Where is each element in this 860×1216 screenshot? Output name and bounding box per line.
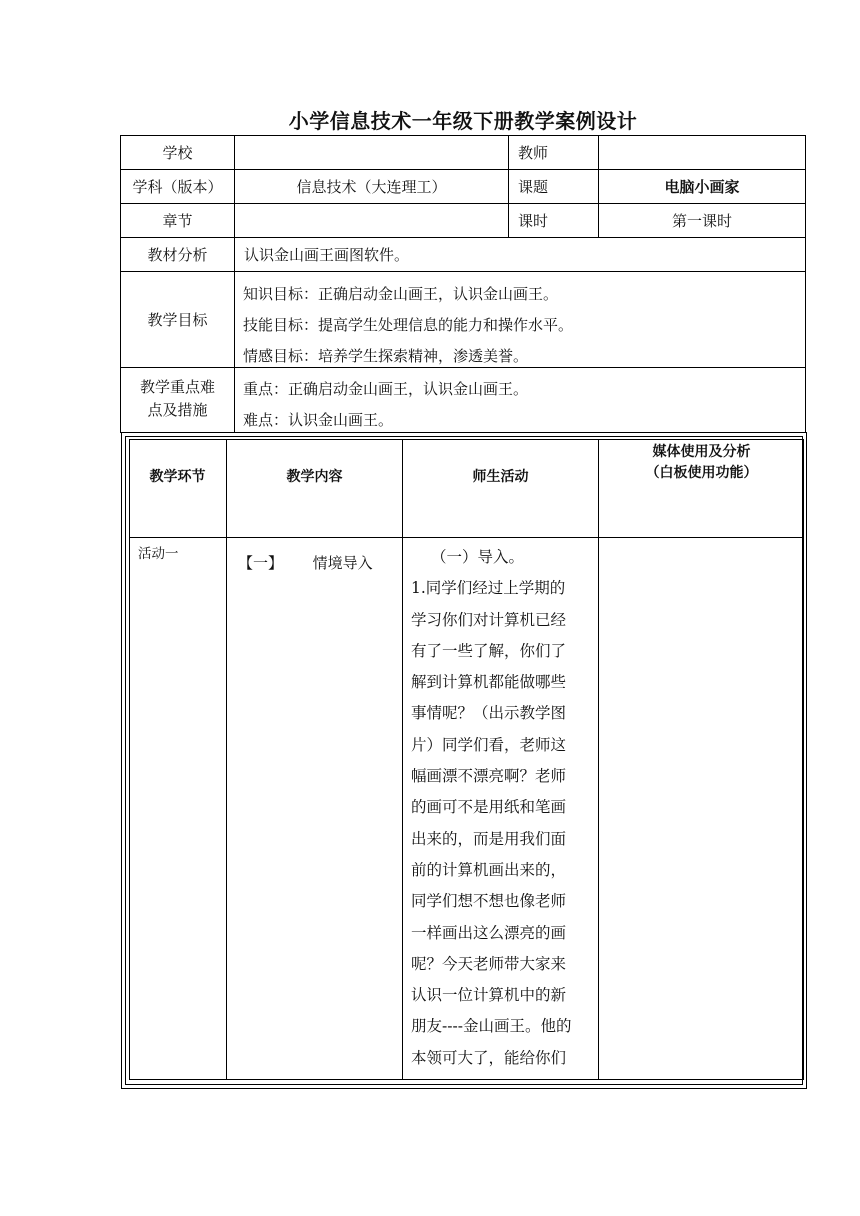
header-line <box>129 537 804 538</box>
period-label: 课时 <box>508 203 599 238</box>
col-line-1 <box>226 439 227 1080</box>
keypoint-difficult: 难点：认识金山画王。 <box>243 411 394 429</box>
keypoint-important: 重点：正确启动金山画王，认识金山画王。 <box>243 380 529 398</box>
header-media <box>599 442 804 484</box>
chapter-label: 章节 <box>120 203 235 238</box>
keypoints-label-line-1: 教学重点难 <box>139 378 215 396</box>
objective-emotion: 情感目标：培养学生探索精神，渗透美誉。 <box>243 347 529 365</box>
activity-line: 同学们想不想也像老师 <box>411 892 567 911</box>
row-content-bracket: 【一】 <box>238 554 284 572</box>
activity-line: 一样画出这么漂亮的画 <box>411 923 567 942</box>
activity-line: 幅画漂不漂亮啊？老师 <box>411 767 567 786</box>
objectives-label: 教学目标 <box>120 271 235 368</box>
teacher-label: 教师 <box>508 135 599 170</box>
row-content-text: 情境导入 <box>312 554 373 572</box>
header-activity: 师生活动 <box>472 469 529 485</box>
header-content: 教学内容 <box>286 469 343 485</box>
activity-line: 片）同学们看，老师这 <box>411 735 567 754</box>
activity-line: 解到计算机都能做哪些 <box>411 673 567 692</box>
school-value <box>234 135 509 170</box>
keypoints-label <box>120 376 235 422</box>
keypoints-label-line-2: 点及措施 <box>147 401 208 419</box>
activity-line: 呢？今天老师带大家来 <box>411 954 567 973</box>
activity-line: 朋友----金山画王。他的 <box>411 1017 572 1036</box>
col-line-2 <box>402 439 403 1080</box>
activity-line: 的画可不是用纸和笔画 <box>411 798 567 817</box>
school-label: 学校 <box>120 135 235 170</box>
chapter-value <box>234 203 509 238</box>
subject-value: 信息技术（大连理工） <box>234 169 509 204</box>
activity-line: （一）导入。 <box>431 548 525 566</box>
activity-line: 事情呢？（出示教学图 <box>411 704 567 723</box>
activity-line: 学习你们对计算机已经 <box>411 610 567 629</box>
analysis-label: 教材分析 <box>120 237 235 272</box>
header-media-line-2: （白板使用功能） <box>645 465 758 481</box>
row-stage: 活动一 <box>138 546 179 562</box>
page-title: 小学信息技术一年级下册教学案例设计 <box>288 109 638 133</box>
activity-line: 认识一位计算机中的新 <box>411 986 567 1005</box>
row-content <box>238 552 373 573</box>
activity-line: 有了一些了解，你们了 <box>411 641 567 660</box>
row-activity <box>411 542 599 1074</box>
activity-line: 前的计算机画出来的， <box>411 860 567 879</box>
teacher-value <box>598 135 806 170</box>
analysis-value: 认识金山画王画图软件。 <box>234 237 806 272</box>
topic-value: 电脑小画家 <box>598 169 806 204</box>
header-media-line-1: 媒体使用及分析 <box>652 444 751 460</box>
activity-line: 1.同学们经过上学期的 <box>411 579 566 598</box>
activity-line: 出来的，而是用我们面 <box>411 829 567 848</box>
objective-knowledge: 知识目标：正确启动金山画王，认识金山画王。 <box>243 285 559 303</box>
subject-label: 学科（版本） <box>120 169 235 204</box>
header-stage: 教学环节 <box>149 469 206 485</box>
period-value: 第一课时 <box>598 203 806 238</box>
activity-line: 本领可大了，能给你们 <box>411 1048 567 1067</box>
topic-label: 课题 <box>508 169 599 204</box>
objective-skill: 技能目标：提高学生处理信息的能力和操作水平。 <box>243 316 574 334</box>
